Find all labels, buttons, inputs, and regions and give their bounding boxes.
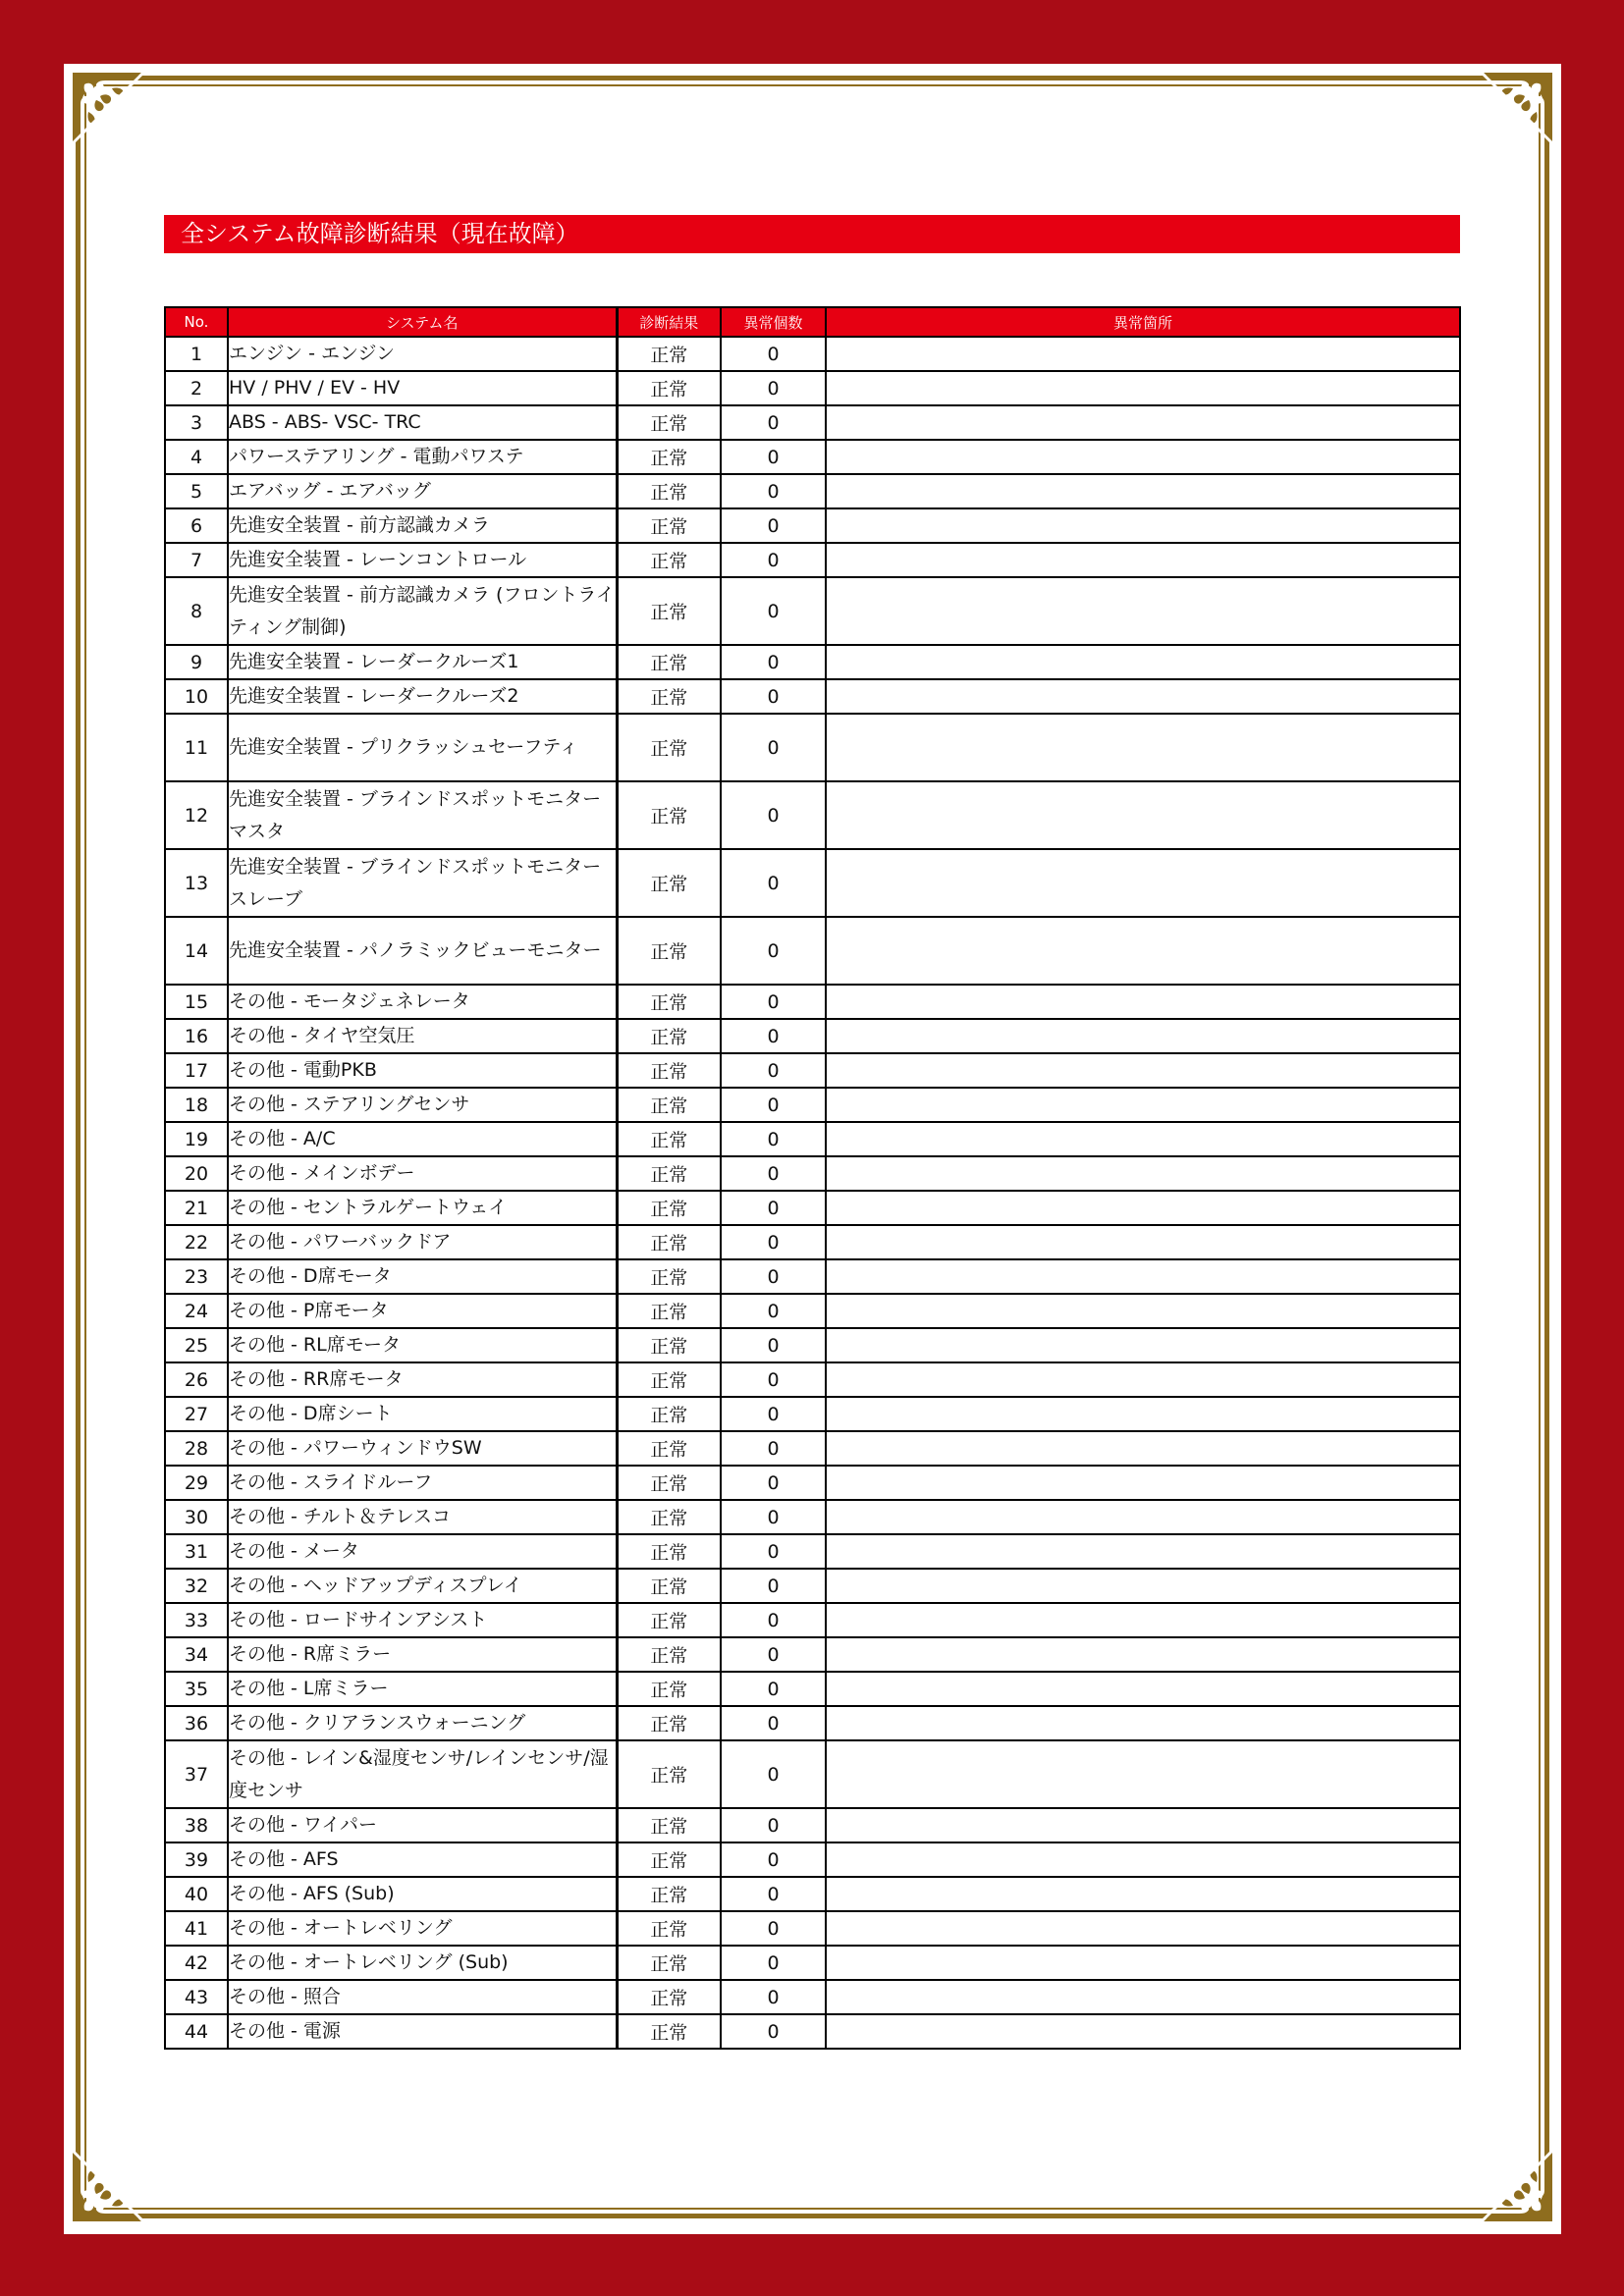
fault-count-cell: 0 bbox=[721, 1294, 826, 1328]
system-name-cell: その他 - L席ミラー bbox=[228, 1672, 617, 1706]
system-name-cell: その他 - D席モータ bbox=[228, 1259, 617, 1294]
row-number: 7 bbox=[165, 543, 228, 577]
fault-count-cell: 0 bbox=[721, 1259, 826, 1294]
row-number: 37 bbox=[165, 1740, 228, 1808]
system-name-cell: その他 - レイン&湿度センサ/レインセンサ/湿度センサ bbox=[228, 1740, 617, 1808]
table-row bbox=[165, 1225, 1460, 1259]
fault-location-cell bbox=[826, 849, 1460, 917]
table-row bbox=[165, 849, 1460, 917]
fault-location-cell bbox=[826, 1156, 1460, 1191]
fault-location-cell bbox=[826, 1397, 1460, 1431]
fault-location-cell bbox=[826, 337, 1460, 371]
fault-location-cell bbox=[826, 1019, 1460, 1053]
fault-count-cell: 0 bbox=[721, 440, 826, 474]
row-number: 38 bbox=[165, 1808, 228, 1842]
fault-count-cell: 0 bbox=[721, 1980, 826, 2014]
table-header-row bbox=[165, 307, 1460, 337]
diagnosis-result-cell: 正常 bbox=[617, 577, 721, 645]
row-number: 31 bbox=[165, 1534, 228, 1569]
fault-location-cell bbox=[826, 1842, 1460, 1877]
diagnosis-result-cell: 正常 bbox=[617, 1706, 721, 1740]
fault-count-cell: 0 bbox=[721, 1946, 826, 1980]
diagnosis-result-cell: 正常 bbox=[617, 1569, 721, 1603]
table-row bbox=[165, 1122, 1460, 1156]
table-row bbox=[165, 1569, 1460, 1603]
diagnosis-result-cell: 正常 bbox=[617, 714, 721, 781]
diagnosis-result-cell: 正常 bbox=[617, 440, 721, 474]
system-name-cell: その他 - メインボデー bbox=[228, 1156, 617, 1191]
table-row bbox=[165, 1740, 1460, 1808]
table-row bbox=[165, 1053, 1460, 1088]
row-number: 23 bbox=[165, 1259, 228, 1294]
diagnosis-result-cell: 正常 bbox=[617, 508, 721, 543]
table-row bbox=[165, 1191, 1460, 1225]
system-name-cell: ABS - ABS- VSC- TRC bbox=[228, 405, 617, 440]
fault-count-cell: 0 bbox=[721, 1740, 826, 1808]
system-name-cell: その他 - セントラルゲートウェイ bbox=[228, 1191, 617, 1225]
row-number: 8 bbox=[165, 577, 228, 645]
system-name-cell: その他 - パワーウィンドウSW bbox=[228, 1431, 617, 1466]
diagnosis-result-cell: 正常 bbox=[617, 1842, 721, 1877]
row-number: 30 bbox=[165, 1500, 228, 1534]
table-row bbox=[165, 714, 1460, 781]
system-name-cell: 先進安全装置 - 前方認識カメラ bbox=[228, 508, 617, 543]
table-row bbox=[165, 1019, 1460, 1053]
table-row bbox=[165, 371, 1460, 405]
fault-count-cell: 0 bbox=[721, 1842, 826, 1877]
fault-location-cell bbox=[826, 1740, 1460, 1808]
row-number: 36 bbox=[165, 1706, 228, 1740]
fault-count-cell: 0 bbox=[721, 1911, 826, 1946]
fault-location-cell bbox=[826, 917, 1460, 985]
system-name-cell: その他 - 照合 bbox=[228, 1980, 617, 2014]
diagnosis-result-cell: 正常 bbox=[617, 1466, 721, 1500]
diagnosis-result-cell: 正常 bbox=[617, 1362, 721, 1397]
fault-count-cell: 0 bbox=[721, 849, 826, 917]
fault-location-cell bbox=[826, 1706, 1460, 1740]
table-row bbox=[165, 645, 1460, 679]
fault-location-cell bbox=[826, 2014, 1460, 2049]
diagnosis-result-cell: 正常 bbox=[617, 371, 721, 405]
diagnosis-result-cell: 正常 bbox=[617, 1637, 721, 1672]
system-name-cell: その他 - A/C bbox=[228, 1122, 617, 1156]
row-number: 19 bbox=[165, 1122, 228, 1156]
table-row bbox=[165, 337, 1460, 371]
system-name-cell: その他 - 電動PKB bbox=[228, 1053, 617, 1088]
row-number: 27 bbox=[165, 1397, 228, 1431]
row-number: 12 bbox=[165, 781, 228, 849]
diagnosis-result-cell: 正常 bbox=[617, 1088, 721, 1122]
fault-count-cell: 0 bbox=[721, 1156, 826, 1191]
corner-ornament-icon bbox=[1466, 2135, 1554, 2223]
row-number: 22 bbox=[165, 1225, 228, 1259]
row-number: 6 bbox=[165, 508, 228, 543]
system-name-cell: エアバッグ - エアバッグ bbox=[228, 474, 617, 508]
row-number: 3 bbox=[165, 405, 228, 440]
header-system-name: システム名 bbox=[228, 307, 617, 337]
table-row bbox=[165, 1362, 1460, 1397]
fault-count-cell: 0 bbox=[721, 714, 826, 781]
row-number: 43 bbox=[165, 1980, 228, 2014]
diagnosis-result-cell: 正常 bbox=[617, 1122, 721, 1156]
table-row bbox=[165, 1088, 1460, 1122]
row-number: 2 bbox=[165, 371, 228, 405]
fault-location-cell bbox=[826, 543, 1460, 577]
table-row bbox=[165, 1397, 1460, 1431]
diagnosis-result-cell: 正常 bbox=[617, 1225, 721, 1259]
fault-location-cell bbox=[826, 1053, 1460, 1088]
fault-location-cell bbox=[826, 508, 1460, 543]
fault-count-cell: 0 bbox=[721, 577, 826, 645]
diagnosis-result-cell: 正常 bbox=[617, 849, 721, 917]
fault-count-cell: 0 bbox=[721, 1191, 826, 1225]
row-number: 42 bbox=[165, 1946, 228, 1980]
fault-location-cell bbox=[826, 1191, 1460, 1225]
diagnosis-result-cell: 正常 bbox=[617, 1980, 721, 2014]
system-name-cell: その他 - クリアランスウォーニング bbox=[228, 1706, 617, 1740]
table-row bbox=[165, 1842, 1460, 1877]
table-row bbox=[165, 440, 1460, 474]
row-number: 28 bbox=[165, 1431, 228, 1466]
fault-count-cell: 0 bbox=[721, 1431, 826, 1466]
diagnosis-result-cell: 正常 bbox=[617, 917, 721, 985]
table-row bbox=[165, 1637, 1460, 1672]
row-number: 18 bbox=[165, 1088, 228, 1122]
row-number: 14 bbox=[165, 917, 228, 985]
row-number: 15 bbox=[165, 985, 228, 1019]
diagnosis-result-cell: 正常 bbox=[617, 1191, 721, 1225]
fault-location-cell bbox=[826, 577, 1460, 645]
fault-location-cell bbox=[826, 1911, 1460, 1946]
diagnosis-result-cell: 正常 bbox=[617, 1911, 721, 1946]
table-row bbox=[165, 1534, 1460, 1569]
fault-count-cell: 0 bbox=[721, 679, 826, 714]
diagnosis-result-cell: 正常 bbox=[617, 679, 721, 714]
row-number: 32 bbox=[165, 1569, 228, 1603]
fault-count-cell: 0 bbox=[721, 337, 826, 371]
fault-count-cell: 0 bbox=[721, 508, 826, 543]
table-row bbox=[165, 917, 1460, 985]
fault-location-cell bbox=[826, 1294, 1460, 1328]
fault-count-cell: 0 bbox=[721, 1534, 826, 1569]
row-number: 25 bbox=[165, 1328, 228, 1362]
corner-ornament-icon bbox=[1466, 71, 1554, 159]
fault-count-cell: 0 bbox=[721, 1672, 826, 1706]
table-row bbox=[165, 1911, 1460, 1946]
system-name-cell: 先進安全装置 - レーダークルーズ2 bbox=[228, 679, 617, 714]
diagnosis-result-cell: 正常 bbox=[617, 1294, 721, 1328]
table-row bbox=[165, 405, 1460, 440]
system-name-cell: その他 - スライドルーフ bbox=[228, 1466, 617, 1500]
system-name-cell: その他 - ワイパー bbox=[228, 1808, 617, 1842]
diagnosis-result-cell: 正常 bbox=[617, 1259, 721, 1294]
table-row bbox=[165, 1877, 1460, 1911]
system-name-cell: その他 - AFS (Sub) bbox=[228, 1877, 617, 1911]
diagnosis-result-cell: 正常 bbox=[617, 337, 721, 371]
fault-count-cell: 0 bbox=[721, 1466, 826, 1500]
diagnosis-result-cell: 正常 bbox=[617, 474, 721, 508]
system-name-cell: その他 - オートレベリング bbox=[228, 1911, 617, 1946]
system-name-cell: その他 - チルト＆テレスコ bbox=[228, 1500, 617, 1534]
row-number: 34 bbox=[165, 1637, 228, 1672]
fault-location-cell bbox=[826, 1672, 1460, 1706]
system-name-cell: 先進安全装置 - パノラミックビューモニター bbox=[228, 917, 617, 985]
row-number: 40 bbox=[165, 1877, 228, 1911]
system-name-cell: HV / PHV / EV - HV bbox=[228, 371, 617, 405]
row-number: 35 bbox=[165, 1672, 228, 1706]
diagnosis-result-cell: 正常 bbox=[617, 645, 721, 679]
fault-count-cell: 0 bbox=[721, 917, 826, 985]
row-number: 29 bbox=[165, 1466, 228, 1500]
page-title: 全システム故障診断結果（現在故障） bbox=[164, 215, 1460, 253]
fault-count-cell: 0 bbox=[721, 1122, 826, 1156]
system-name-cell: 先進安全装置 - レーンコントロール bbox=[228, 543, 617, 577]
system-name-cell: その他 - ヘッドアップディスプレイ bbox=[228, 1569, 617, 1603]
fault-count-cell: 0 bbox=[721, 2014, 826, 2049]
fault-location-cell bbox=[826, 1088, 1460, 1122]
row-number: 9 bbox=[165, 645, 228, 679]
system-name-cell: その他 - オートレベリング (Sub) bbox=[228, 1946, 617, 1980]
header-no: No. bbox=[165, 307, 228, 337]
system-name-cell: 先進安全装置 - 前方認識カメラ (フロントライティング制御) bbox=[228, 577, 617, 645]
fault-location-cell bbox=[826, 1122, 1460, 1156]
table-row bbox=[165, 1808, 1460, 1842]
fault-location-cell bbox=[826, 985, 1460, 1019]
system-name-cell: エンジン - エンジン bbox=[228, 337, 617, 371]
row-number: 4 bbox=[165, 440, 228, 474]
fault-location-cell bbox=[826, 1362, 1460, 1397]
table-row bbox=[165, 1156, 1460, 1191]
system-name-cell: 先進安全装置 - ブラインドスポットモニター マスタ bbox=[228, 781, 617, 849]
system-name-cell: その他 - ロードサインアシスト bbox=[228, 1603, 617, 1637]
fault-location-cell bbox=[826, 1980, 1460, 2014]
header-location: 異常箇所 bbox=[826, 307, 1460, 337]
diagnosis-result-cell: 正常 bbox=[617, 1603, 721, 1637]
table-row bbox=[165, 1603, 1460, 1637]
diagnosis-result-cell: 正常 bbox=[617, 405, 721, 440]
row-number: 10 bbox=[165, 679, 228, 714]
diagnosis-result-cell: 正常 bbox=[617, 1019, 721, 1053]
fault-count-cell: 0 bbox=[721, 1088, 826, 1122]
fault-location-cell bbox=[826, 1637, 1460, 1672]
row-number: 26 bbox=[165, 1362, 228, 1397]
row-number: 17 bbox=[165, 1053, 228, 1088]
system-name-cell: 先進安全装置 - レーダークルーズ1 bbox=[228, 645, 617, 679]
system-name-cell: パワーステアリング - 電動パワステ bbox=[228, 440, 617, 474]
row-number: 16 bbox=[165, 1019, 228, 1053]
fault-location-cell bbox=[826, 1534, 1460, 1569]
system-name-cell: その他 - P席モータ bbox=[228, 1294, 617, 1328]
table-row bbox=[165, 1946, 1460, 1980]
table-row bbox=[165, 1259, 1460, 1294]
system-name-cell: その他 - RL席モータ bbox=[228, 1328, 617, 1362]
corner-ornament-icon bbox=[71, 71, 159, 159]
row-number: 1 bbox=[165, 337, 228, 371]
table-row bbox=[165, 2014, 1460, 2049]
system-name-cell: その他 - D席シート bbox=[228, 1397, 617, 1431]
fault-location-cell bbox=[826, 371, 1460, 405]
fault-count-cell: 0 bbox=[721, 1877, 826, 1911]
diagnosis-result-cell: 正常 bbox=[617, 1808, 721, 1842]
fault-count-cell: 0 bbox=[721, 645, 826, 679]
fault-count-cell: 0 bbox=[721, 1397, 826, 1431]
row-number: 33 bbox=[165, 1603, 228, 1637]
diagnosis-result-cell: 正常 bbox=[617, 781, 721, 849]
table-row bbox=[165, 1500, 1460, 1534]
diagnosis-result-cell: 正常 bbox=[617, 1397, 721, 1431]
system-name-cell: その他 - AFS bbox=[228, 1842, 617, 1877]
table-row bbox=[165, 474, 1460, 508]
system-name-cell: その他 - RR席モータ bbox=[228, 1362, 617, 1397]
fault-count-cell: 0 bbox=[721, 474, 826, 508]
diagnosis-result-cell: 正常 bbox=[617, 1740, 721, 1808]
fault-count-cell: 0 bbox=[721, 1637, 826, 1672]
fault-count-cell: 0 bbox=[721, 1362, 826, 1397]
system-name-cell: その他 - R席ミラー bbox=[228, 1637, 617, 1672]
table-row bbox=[165, 781, 1460, 849]
diagnosis-result-cell: 正常 bbox=[617, 1877, 721, 1911]
table-row bbox=[165, 1328, 1460, 1362]
system-name-cell: その他 - モータジェネレータ bbox=[228, 985, 617, 1019]
diagnosis-result-cell: 正常 bbox=[617, 1946, 721, 1980]
table-row bbox=[165, 1672, 1460, 1706]
table-row bbox=[165, 1706, 1460, 1740]
diagnosis-result-cell: 正常 bbox=[617, 1053, 721, 1088]
diagnosis-result-cell: 正常 bbox=[617, 1672, 721, 1706]
system-name-cell: その他 - パワーバックドア bbox=[228, 1225, 617, 1259]
fault-location-cell bbox=[826, 1603, 1460, 1637]
table-row bbox=[165, 1466, 1460, 1500]
table-row bbox=[165, 543, 1460, 577]
fault-count-cell: 0 bbox=[721, 1603, 826, 1637]
diagnosis-result-cell: 正常 bbox=[617, 1156, 721, 1191]
fault-location-cell bbox=[826, 645, 1460, 679]
diagnosis-result-cell: 正常 bbox=[617, 985, 721, 1019]
fault-location-cell bbox=[826, 1328, 1460, 1362]
diagnosis-result-cell: 正常 bbox=[617, 543, 721, 577]
fault-location-cell bbox=[826, 1466, 1460, 1500]
fault-location-cell bbox=[826, 1946, 1460, 1980]
system-name-cell: その他 - 電源 bbox=[228, 2014, 617, 2049]
fault-count-cell: 0 bbox=[721, 1569, 826, 1603]
fault-location-cell bbox=[826, 474, 1460, 508]
fault-count-cell: 0 bbox=[721, 543, 826, 577]
diagnosis-result-cell: 正常 bbox=[617, 1500, 721, 1534]
system-name-cell: その他 - メータ bbox=[228, 1534, 617, 1569]
fault-count-cell: 0 bbox=[721, 1706, 826, 1740]
system-name-cell: その他 - タイヤ空気圧 bbox=[228, 1019, 617, 1053]
fault-count-cell: 0 bbox=[721, 405, 826, 440]
fault-location-cell bbox=[826, 714, 1460, 781]
fault-count-cell: 0 bbox=[721, 1053, 826, 1088]
table-row bbox=[165, 679, 1460, 714]
table-row bbox=[165, 1980, 1460, 2014]
corner-ornament-icon bbox=[71, 2135, 159, 2223]
system-name-cell: 先進安全装置 - プリクラッシュセーフティ bbox=[228, 714, 617, 781]
header-count: 異常個数 bbox=[721, 307, 826, 337]
table-row bbox=[165, 1294, 1460, 1328]
row-number: 20 bbox=[165, 1156, 228, 1191]
fault-location-cell bbox=[826, 1225, 1460, 1259]
fault-count-cell: 0 bbox=[721, 371, 826, 405]
row-number: 5 bbox=[165, 474, 228, 508]
row-number: 13 bbox=[165, 849, 228, 917]
system-name-cell: その他 - ステアリングセンサ bbox=[228, 1088, 617, 1122]
fault-count-cell: 0 bbox=[721, 1328, 826, 1362]
fault-count-cell: 0 bbox=[721, 1019, 826, 1053]
fault-count-cell: 0 bbox=[721, 781, 826, 849]
row-number: 24 bbox=[165, 1294, 228, 1328]
diagnosis-result-cell: 正常 bbox=[617, 1431, 721, 1466]
document-sheet bbox=[64, 64, 1561, 2234]
fault-location-cell bbox=[826, 781, 1460, 849]
fault-count-cell: 0 bbox=[721, 1500, 826, 1534]
system-name-cell: 先進安全装置 - ブラインドスポットモニター スレーブ bbox=[228, 849, 617, 917]
fault-location-cell bbox=[826, 440, 1460, 474]
diagnosis-result-cell: 正常 bbox=[617, 2014, 721, 2049]
fault-location-cell bbox=[826, 405, 1460, 440]
fault-location-cell bbox=[826, 1259, 1460, 1294]
fault-location-cell bbox=[826, 679, 1460, 714]
header-result: 診断結果 bbox=[617, 307, 721, 337]
fault-count-cell: 0 bbox=[721, 1225, 826, 1259]
row-number: 44 bbox=[165, 2014, 228, 2049]
row-number: 41 bbox=[165, 1911, 228, 1946]
fault-location-cell bbox=[826, 1500, 1460, 1534]
table-row bbox=[165, 508, 1460, 543]
diagnosis-results-table bbox=[164, 306, 1461, 2050]
table-row bbox=[165, 1431, 1460, 1466]
row-number: 21 bbox=[165, 1191, 228, 1225]
fault-location-cell bbox=[826, 1431, 1460, 1466]
fault-count-cell: 0 bbox=[721, 1808, 826, 1842]
fault-location-cell bbox=[826, 1877, 1460, 1911]
diagnosis-result-cell: 正常 bbox=[617, 1328, 721, 1362]
table-row bbox=[165, 577, 1460, 645]
fault-location-cell bbox=[826, 1808, 1460, 1842]
diagnosis-result-cell: 正常 bbox=[617, 1534, 721, 1569]
fault-count-cell: 0 bbox=[721, 985, 826, 1019]
fault-location-cell bbox=[826, 1569, 1460, 1603]
row-number: 39 bbox=[165, 1842, 228, 1877]
table-row bbox=[165, 985, 1460, 1019]
row-number: 11 bbox=[165, 714, 228, 781]
